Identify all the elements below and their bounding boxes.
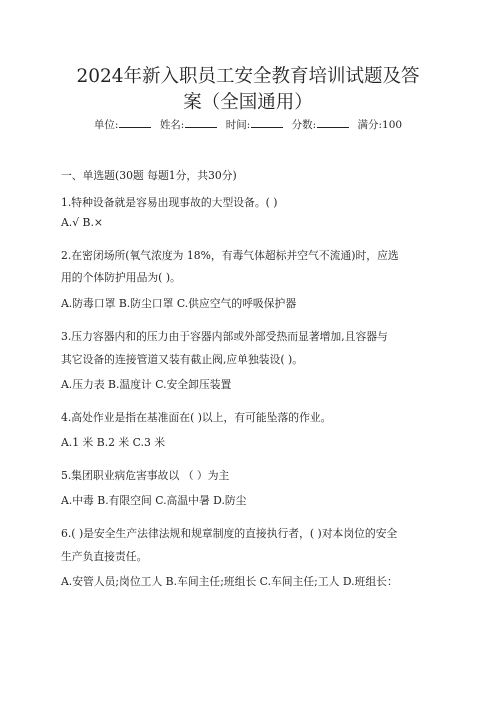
name-blank xyxy=(185,118,217,128)
name-label: 姓名: xyxy=(159,119,185,131)
question-2-text-line-1: 2.在密闭场所(氧气浓度为 18%，有毒气体超标并空气不流通)时，应选 xyxy=(61,249,399,262)
question-2-options: A.防毒口罩 B.防尘口罩 C.供应空气的呼吸保护器 xyxy=(61,297,297,310)
question-1-options: A.√ B.× xyxy=(61,216,103,229)
exam-info-row xyxy=(0,118,496,132)
time-blank xyxy=(251,118,283,128)
score-blank xyxy=(317,118,349,128)
question-3-text-line-1: 3.压力容器内和的压力由于容器内部或外部受热而显著增加,且容器与 xyxy=(61,330,388,343)
question-5-options: A.中毒 B.有限空间 C.高温中暑 D.防尘 xyxy=(61,494,247,507)
question-3-options: A.压力表 B.温度计 C.安全卸压装置 xyxy=(61,378,232,391)
question-5-text: 5.集团职业病危害事故以 （ ）为主 xyxy=(61,469,230,482)
unit-blank xyxy=(119,118,151,128)
question-3-text-line-2: 其它设备的连接管道又装有截止阀,应单独装设( )。 xyxy=(61,353,304,366)
score-label: 分数: xyxy=(291,119,317,131)
question-4-options: A.1 米 B.2 米 C.3 米 xyxy=(61,436,166,449)
unit-label: 单位: xyxy=(93,119,119,131)
question-6-text-line-2: 生产负直接责任。 xyxy=(61,550,148,563)
section-heading: 一、单选题(30题 每题1分，共30分) xyxy=(61,169,237,182)
question-6-options: A.安管人员;岗位工人 B.车间主任;班组长 C.车间主任;工人 D.班组长： xyxy=(61,575,398,588)
time-label: 时间: xyxy=(225,119,251,131)
document-title-line-1: 2024年新入职员工安全教育培训试题及答 xyxy=(76,66,420,87)
full-score-label: 满分:100 xyxy=(357,119,403,131)
document-title-line-2: 案（全国通用） xyxy=(183,92,313,113)
question-4-text: 4.高处作业是指在基准面在( )以上，有可能坠落的作业。 xyxy=(61,411,332,424)
question-2-text-line-2: 用的个体防护用品为( )。 xyxy=(61,271,181,284)
question-6-text-line-1: 6.( )是安全生产法律法规和规章制度的直接执行者，( )对本岗位的安全 xyxy=(61,527,398,540)
question-1-text: 1.特种设备就是容易出现事故的大型设备。( ) xyxy=(61,196,278,209)
